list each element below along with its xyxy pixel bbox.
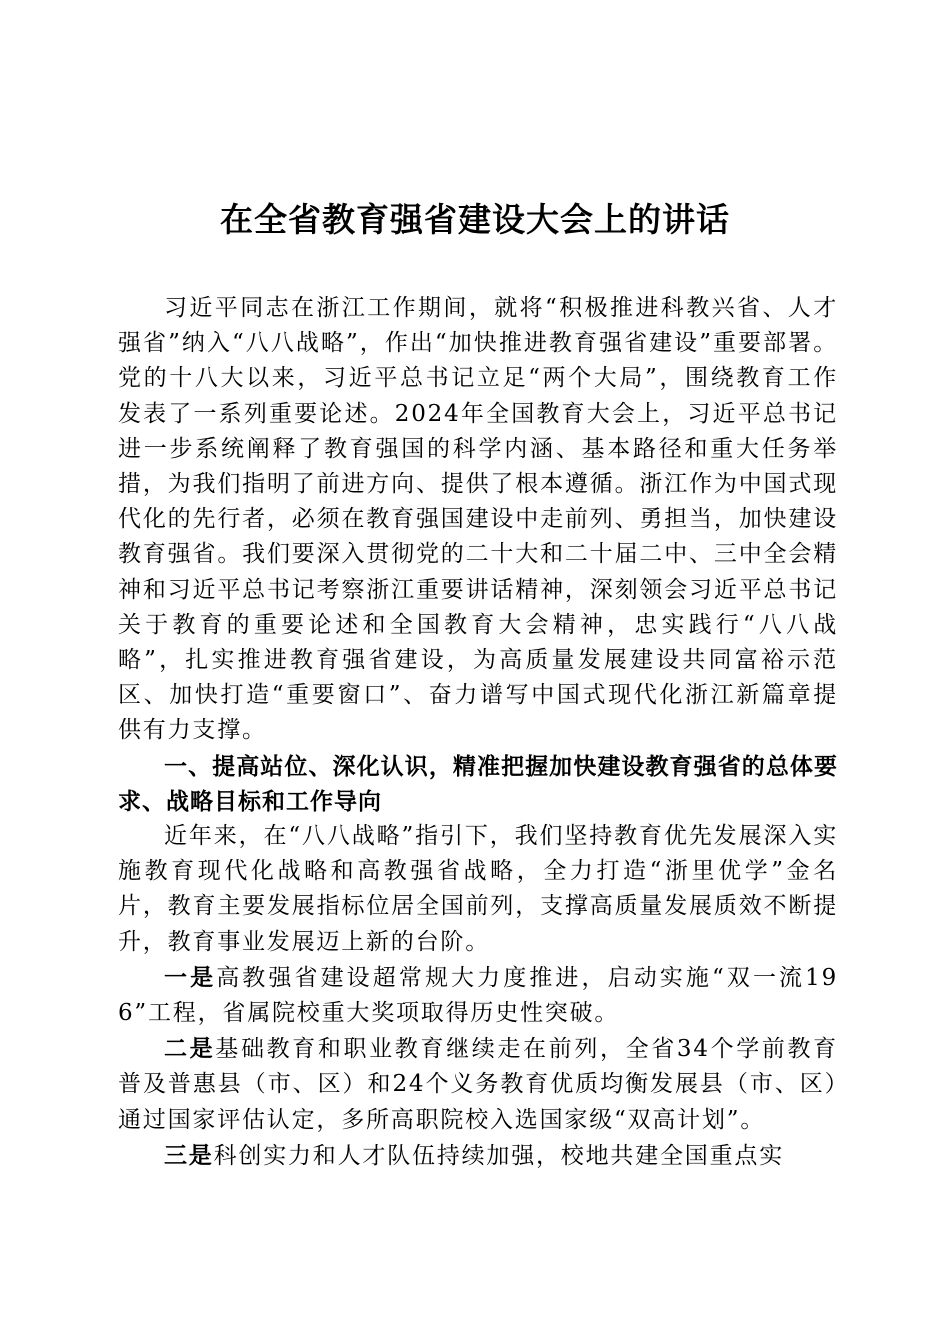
- point-paragraph-2: [118, 1031, 838, 1138]
- point-paragraph-3: [118, 1138, 838, 1174]
- section-intro-paragraph: 近年来，在“八八战略”指引下，我们坚持教育优先发展深入实施教育现代化战略和高教强省战略，全力打造“浙里优学”金名片，教育主要发展指标位居全国前列，支撑高质量发展质效不断提升，教育事业发展迈上新的台阶。: [118, 823, 838, 955]
- document-title: 在全省教育强省建设大会上的讲话: [220, 200, 730, 239]
- point-lead: 一是: [164, 963, 217, 991]
- point-text: 科创实力和人才队伍持续加强，校地共建全国重点实: [213, 1142, 785, 1169]
- document-body: [118, 291, 838, 1174]
- section-heading: 一、提高站位、深化认识，精准把握加快建设教育强省的总体要求、战略目标和工作导向: [118, 752, 838, 815]
- point-paragraph-1: [118, 960, 838, 1031]
- point-text: 高教强省建设超常规大力度推进，启动实施“双一流196”工程，省属院校重大奖项取得历史性突破。: [118, 964, 838, 1027]
- point-text: 基础教育和职业教育继续走在前列，全省34个学前教育普及普惠县（市、区）和24个义务教育优质均衡发展县（市、区）通过国家评估认定，多所高职院校入选国家级“双高计划”。: [118, 1036, 838, 1133]
- point-lead: 二是: [164, 1035, 216, 1063]
- intro-paragraph: 习近平同志在浙江工作期间，就将“积极推进科教兴省、人才强省”纳入“八八战略”，作出“加快推进教育强省建设”重要部署。党的十八大以来，习近平总书记立足“两个大局”，围绕教育工作发表了一系列重要论述。2024年全国教育大会上，习近平总书记进一步系统阐释了教育强国的科学内涵、基本路径和重大任务举措，为我们指明了前进方向、提供了根本遵循。浙江作为中国式现代化的先行者，必须在教育强国建设中走前列、勇担当，加快建设教育强省。我们要深入贯彻党的二十大和二十届二中、三中全会精神和习近平总书记考察浙江重要讲话精神，深刻领会习近平总书记关于教育的重要论述和全国教育大会精神，忠实践行“八八战略”，扎实推进教育强省建设，为高质量发展建设共同富裕示范区、加快打造“重要窗口”、奋力谱写中国式现代化浙江新篇章提供有力支撑。: [118, 295, 838, 744]
- point-lead: 三是: [164, 1141, 214, 1169]
